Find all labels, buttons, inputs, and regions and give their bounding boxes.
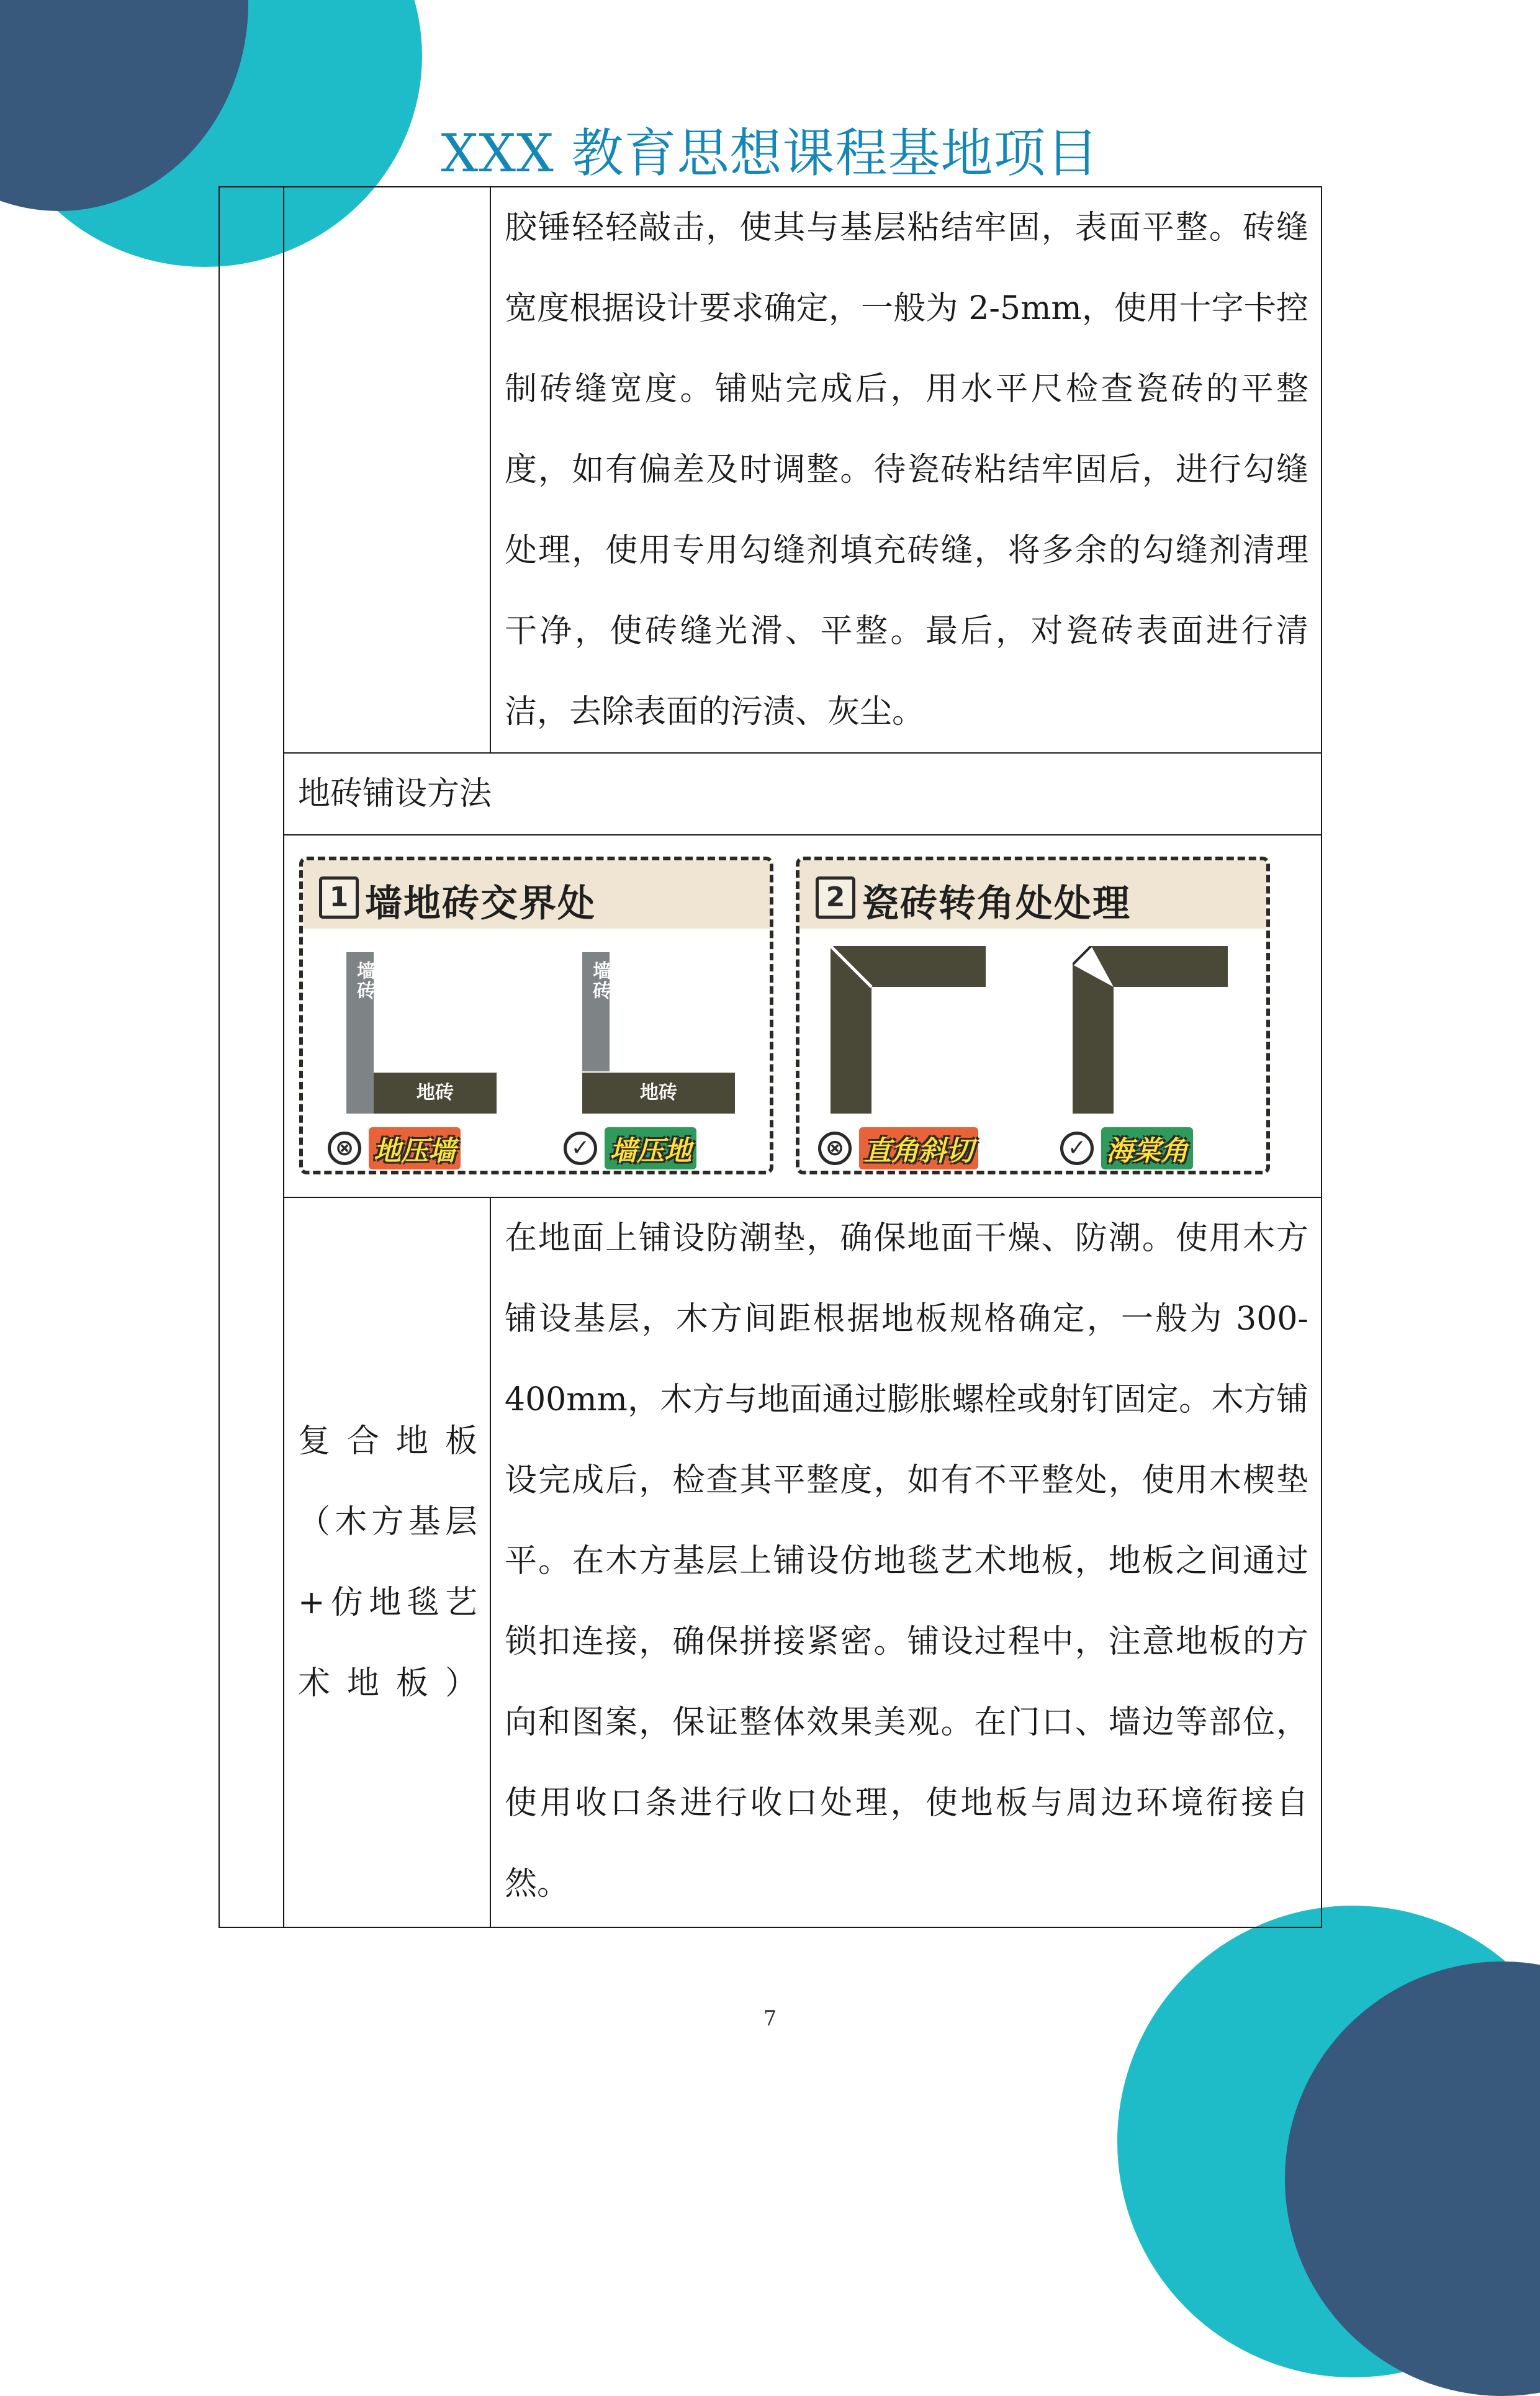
corner-miter-diagram (831, 946, 998, 1120)
table-left-column (219, 187, 284, 1927)
panel-body (799, 929, 1266, 1171)
begonia-edge (1073, 946, 1091, 965)
table-cell-tile-text (490, 187, 1322, 753)
cross-circle-icon: ⊗ (328, 1132, 361, 1165)
wall-tile-bad (346, 952, 374, 1114)
table-cell-blank (284, 187, 490, 753)
panel-header (303, 860, 770, 929)
tile-figure (284, 835, 1321, 1197)
composite-floor-label: 复合地板（木方基层+仿地毯艺术地板） (298, 1423, 477, 1702)
table-cell-heading (284, 753, 1322, 835)
corner-begonia-side (1073, 965, 1114, 1114)
panel-number-2: 2 (816, 876, 855, 919)
verdict-good (1060, 1127, 1193, 1169)
table-cell-label (284, 1197, 490, 1927)
floor-tile-method-heading: 地砖铺设方法 (298, 775, 492, 813)
table-cell-figure (284, 835, 1322, 1197)
floor-tile-good: 地砖 (582, 1073, 735, 1114)
figure-panel-wall-floor (299, 857, 773, 1174)
composite-floor-text: 在地面上铺设防潮垫，确保地面干燥、防潮。使用木方铺设基层，木方间距根据地板规格确定，一般为 300-400mm，木方与地面通过膨胀螺栓或射钉固定。木方铺设完成后，检查其平整度，如有不平整处，使用木楔垫平。在木方基层上铺设仿地毯艺术地板，地板之间通过锁扣连接，确保拼接紧密。铺设过程中，注意地板的方向和图案，保证整体效果美观。在门口、墙边等部位，使用收口条进行收口处理，使地板与周边环境衔接自然。 (505, 1220, 1308, 1903)
panel-body (303, 929, 770, 1171)
figure-panel-corner (796, 857, 1270, 1174)
corner-begonia-top (1091, 946, 1228, 987)
verdict-bad-label: 直角斜切 (859, 1127, 978, 1169)
content-table (218, 186, 1322, 1928)
verdict-bad-label: 地压墙 (369, 1127, 461, 1169)
verdict-bad (328, 1127, 461, 1169)
panel-title-wall-floor: 墙地砖交界处 (365, 882, 596, 926)
wall-tile-label: 墙砖 (353, 961, 375, 1001)
corner-begonia-diagram (1073, 946, 1240, 1120)
page-title: XXX 教育思想课程基地项目 (441, 123, 1099, 184)
check-circle-icon: ✓ (564, 1132, 597, 1165)
verdict-good (564, 1127, 696, 1169)
tile-procedure-text: 胶锤轻轻敲击，使其与基层粘结牢固，表面平整。砖缝宽度根据设计要求确定，一般为 2-5mm，使用十字卡控制砖缝宽度。铺贴完成后，用水平尺检查瓷砖的平整度，如有偏差及时调整。待瓷砖粘结牢固后，进行勾缝处理，使用专用勾缝剂填充砖缝，将多余的勾缝剂清理干净，使砖缝光滑、平整。最后，对瓷砖表面进行清洁，去除表面的污渍、灰尘。 (505, 209, 1308, 731)
table-cell-floor-text (490, 1197, 1322, 1927)
verdict-good-label: 海棠角 (1101, 1127, 1193, 1169)
panel-header (799, 860, 1266, 929)
check-circle-icon: ✓ (1060, 1132, 1094, 1165)
panel-number-1: 1 (319, 876, 359, 919)
verdict-bad (818, 1127, 978, 1169)
verdict-good-label: 墙压地 (605, 1127, 696, 1169)
panel-title-corner: 瓷砖转角处处理 (862, 882, 1131, 926)
wall-tile-label: 墙砖 (589, 961, 611, 1001)
page-number: 7 (763, 2006, 777, 2031)
cross-circle-icon: ⊗ (818, 1132, 852, 1165)
wall-tile-good (582, 952, 610, 1071)
floor-tile-bad: 地砖 (374, 1073, 497, 1114)
